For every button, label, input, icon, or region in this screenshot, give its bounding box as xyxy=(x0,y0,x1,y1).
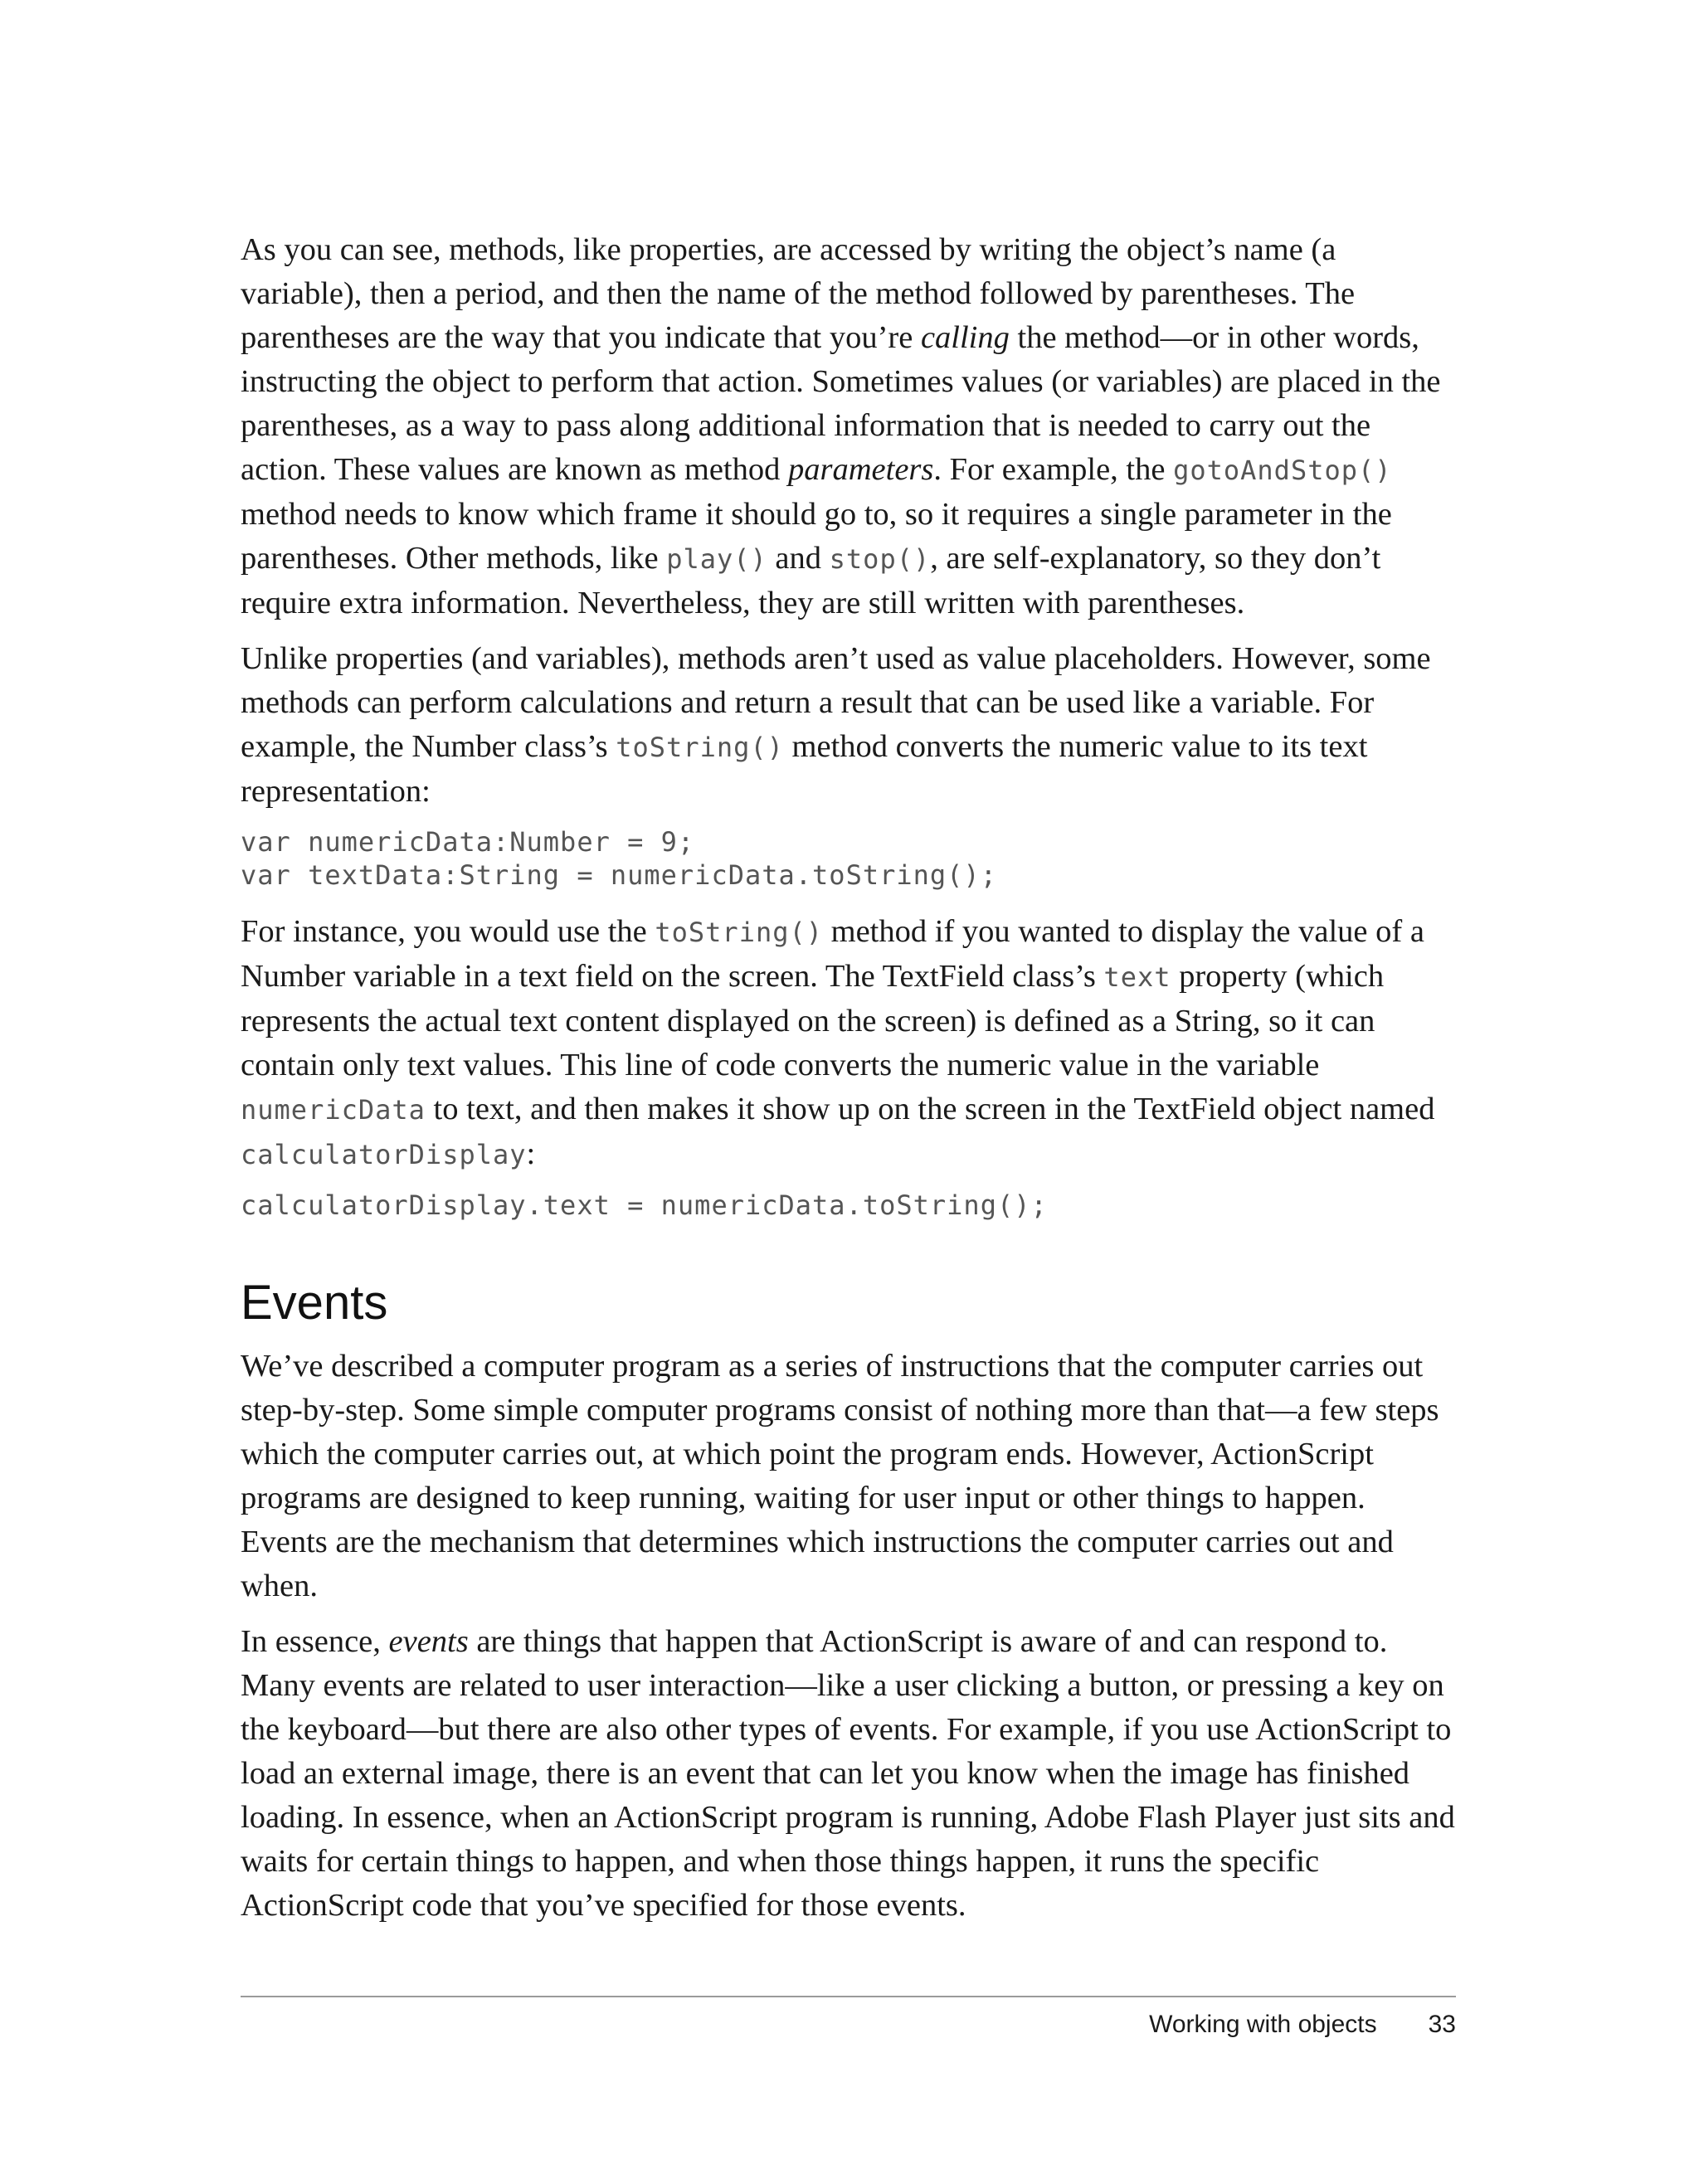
code-line: var numericData:Number = 9; xyxy=(241,826,695,858)
emphasis-parameters: parameters xyxy=(788,452,934,487)
footer-section-title: Working with objects xyxy=(1149,2011,1377,2038)
code-block-numeric-data xyxy=(241,825,1456,892)
section-heading-events: Events xyxy=(241,1276,388,1330)
text-run: method converts the numeric value to its text representation: xyxy=(241,729,1368,809)
text-run: . For example, the xyxy=(933,452,1174,487)
paragraph-methods-return xyxy=(241,637,1456,814)
text-run: For instance, you would use the xyxy=(241,914,655,949)
code-line: var textData:String = numericData.toString(); xyxy=(241,859,997,891)
text-run: are things that happen that ActionScript is aware of and can respond to. Many events are related to user interaction—like a user clicking a button, or pressing a key on the keyboard—but there are also other types of events. For example, if you use ActionScript to load an external image, there is an event that can let you know when the image has finished loading. In essence, when an ActionScript program is running, Adobe Flash Player just sits and waits for certain things to happen, and when those things happen, it runs the specific ActionScript code that you’ve specified for those events. xyxy=(241,1624,1455,1923)
paragraph-events-essence xyxy=(241,1620,1456,1928)
text-run: method needs to know which frame it should go to, so it requires a single parameter in the parentheses. Other methods, like xyxy=(241,497,1392,576)
page-footer xyxy=(1149,2011,1456,2039)
inline-code-numericdata: numericData xyxy=(241,1094,426,1126)
text-run: to text, and then makes it show up on the screen in the TextField object named xyxy=(425,1092,1435,1126)
code-line: calculatorDisplay.text = numericData.toString(); xyxy=(241,1189,1048,1221)
code-block-calculator-display xyxy=(241,1189,1456,1222)
text-run: Unlike properties (and variables), methods aren’t used as value placeholders. However, some methods can perform calculations and return a result that can be used like a variable. For example, the Number class’s xyxy=(241,641,1431,764)
text-run: In essence, xyxy=(241,1624,389,1659)
text-run: property (which represents the actual text content displayed on the screen) is defined as a String, so it can contain only text values. This line of code converts the numeric value in the variable xyxy=(241,959,1385,1082)
text-run: , are self-explanatory, so they don’t require extra information. Nevertheless, they are still written with parentheses. xyxy=(241,541,1381,620)
text-run: method if you wanted to display the value of a Number variable in a text field on the screen. The TextField class’s xyxy=(241,914,1424,994)
text-run: the method—or in other words, instructing the object to perform that action. Sometimes values (or variables) are placed in the parentheses, as a way to pass along additional information that is needed to carry out the action. These values are known as method xyxy=(241,320,1441,487)
inline-code-tostring: toString() xyxy=(655,917,824,948)
text-run: As you can see, methods, like properties, are accessed by writing the object’s name (a variable), then a period, and then the name of the method followed by parentheses. The parentheses are the way that you indicate that you’re xyxy=(241,232,1356,355)
page-content xyxy=(241,228,1456,1939)
inline-code-tostring: toString() xyxy=(616,732,784,763)
inline-code-text: text xyxy=(1103,961,1171,993)
emphasis-calling: calling xyxy=(920,320,1010,355)
text-run: : xyxy=(526,1136,536,1171)
inline-code-calculatordisplay: calculatorDisplay xyxy=(241,1139,527,1170)
page-number: 33 xyxy=(1428,2011,1456,2038)
paragraph-events-intro: We’ve described a computer program as a series of instructions that the computer carries out step-by-step. Some simple computer programs consist of nothing more than that—a few steps which the computer carries out, at which point the program ends. However, ActionScript programs are designed to keep running, waiting for user input or other things to happen. Events are the mechanism that determines which instructions the computer carries out and when. xyxy=(241,1349,1439,1603)
footer-divider xyxy=(241,1996,1456,1997)
emphasis-events: events xyxy=(388,1624,469,1659)
text-run: and xyxy=(767,541,830,576)
inline-code-gotoandstop: gotoAndStop() xyxy=(1173,455,1392,486)
inline-code-stop: stop() xyxy=(829,543,931,575)
paragraph-tostring-usage xyxy=(241,910,1456,1177)
paragraph-methods-intro xyxy=(241,228,1456,625)
inline-code-play: play() xyxy=(666,543,767,575)
